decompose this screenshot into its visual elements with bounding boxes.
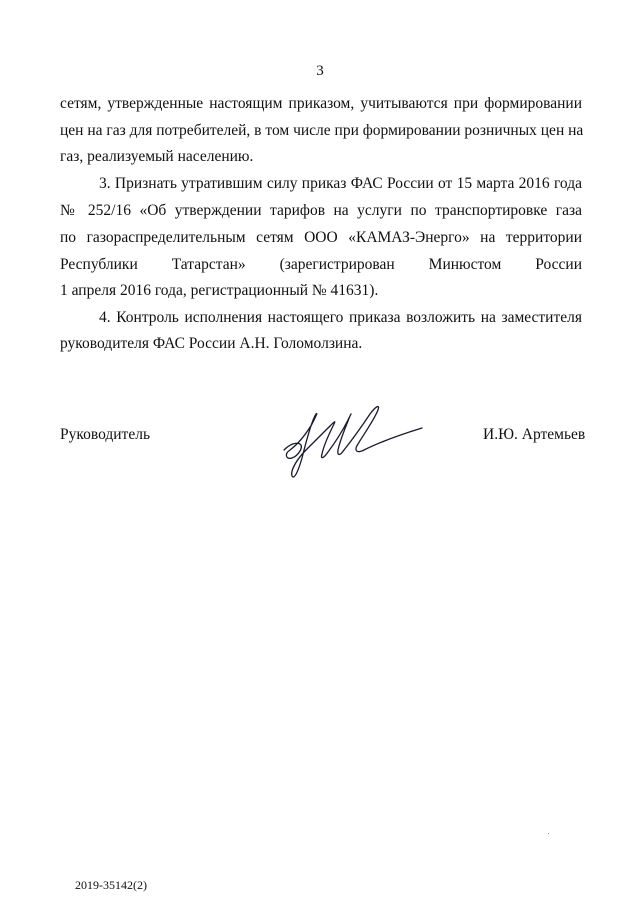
paragraph-line: 4. Контроль исполнения настоящего приказа возложить на заместителя bbox=[99, 309, 582, 326]
document-code: 2019-35142(2) bbox=[75, 878, 147, 892]
paragraph-line: 1 апреля 2016 года, регистрационный № 41631). bbox=[60, 282, 379, 299]
paragraph-line: № 252/16 «Об утверждении тарифов на услуги по транспортировке газа bbox=[60, 202, 582, 219]
signatory-title: Руководитель bbox=[60, 426, 151, 443]
paragraph-line: Республики Татарстан» (зарегистрирован Минюстом России bbox=[60, 256, 582, 273]
page-number: 3 bbox=[316, 63, 324, 79]
paragraph-line: газ, реализуемый населению. bbox=[60, 148, 254, 165]
paragraph-line: 3. Признать утратившим силу приказ ФАС России от 15 марта 2016 года bbox=[99, 175, 582, 192]
paragraph-line: руководителя ФАС России А.Н. Голомолзина. bbox=[60, 335, 363, 352]
paragraph-line: по газораспределительным сетям ООО «КАМАЗ-Энерго» на территории bbox=[60, 229, 582, 246]
handwritten-signature bbox=[276, 398, 426, 482]
paragraph-line: цен на газ для потребителей, в том числе при формировании розничных цен на bbox=[60, 122, 584, 139]
paragraph-line: сетям, утвержденные настоящим приказом, учитываются при формировании bbox=[60, 95, 582, 112]
scan-speck bbox=[548, 833, 549, 834]
signatory-name: И.Ю. Артемьев bbox=[483, 426, 586, 443]
